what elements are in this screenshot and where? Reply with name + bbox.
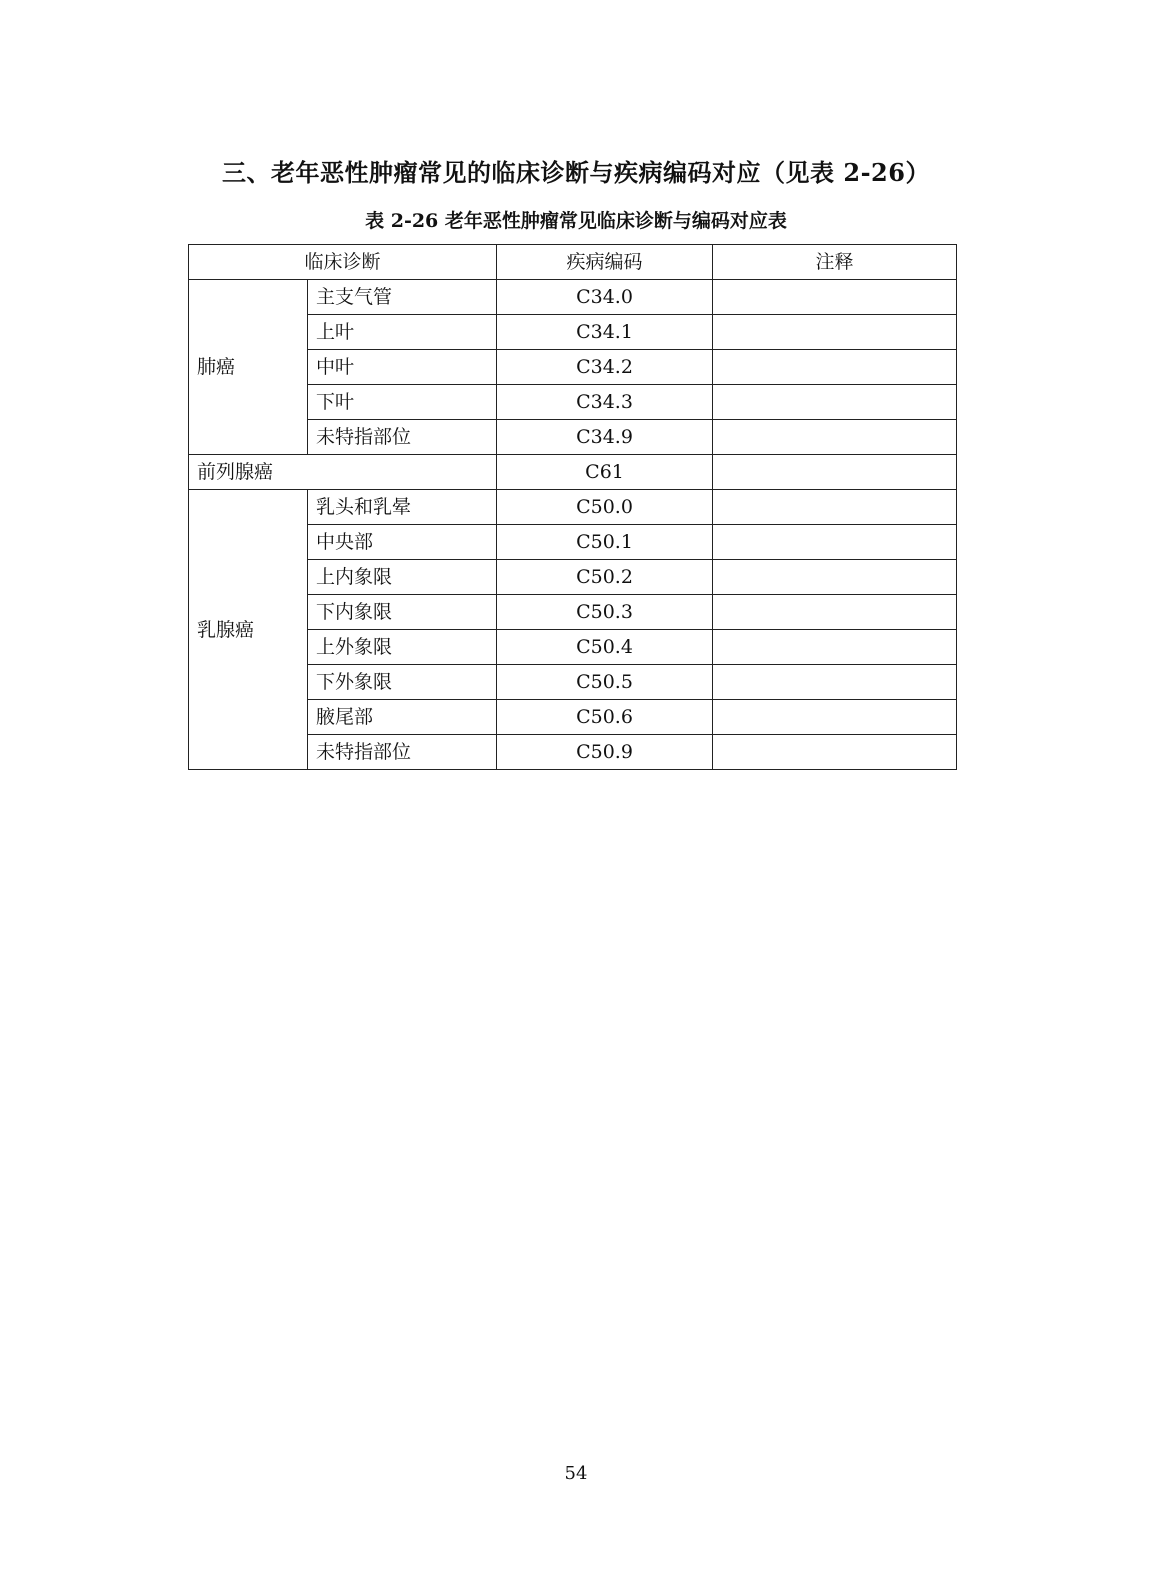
note-cell <box>713 455 957 490</box>
code-cell: C50.9 <box>497 735 713 770</box>
note-cell <box>713 700 957 735</box>
note-cell <box>713 735 957 770</box>
site-cell: 下内象限 <box>308 595 497 630</box>
note-cell <box>713 280 957 315</box>
site-cell: 上叶 <box>308 315 497 350</box>
diagnosis-cell: 肺癌 <box>189 280 308 455</box>
code-cell: C34.3 <box>497 385 713 420</box>
code-cell: C50.0 <box>497 490 713 525</box>
code-cell: C50.3 <box>497 595 713 630</box>
note-cell <box>713 385 957 420</box>
code-cell: C50.4 <box>497 630 713 665</box>
section-heading: 三、老年恶性肿瘤常见的临床诊断与疾病编码对应（见表 2-26） <box>222 158 930 187</box>
note-cell <box>713 595 957 630</box>
note-cell <box>713 420 957 455</box>
code-cell: C34.0 <box>497 280 713 315</box>
code-cell: C50.5 <box>497 665 713 700</box>
table-row <box>189 280 957 315</box>
site-cell: 下外象限 <box>308 665 497 700</box>
header-disease-code: 疾病编码 <box>497 245 713 280</box>
table-row <box>189 490 957 525</box>
site-cell: 下叶 <box>308 385 497 420</box>
code-cell: C50.1 <box>497 525 713 560</box>
site-cell: 未特指部位 <box>308 735 497 770</box>
site-cell: 中央部 <box>308 525 497 560</box>
site-cell: 未特指部位 <box>308 420 497 455</box>
site-cell: 腋尾部 <box>308 700 497 735</box>
note-cell <box>713 560 957 595</box>
site-cell: 主支气管 <box>308 280 497 315</box>
note-cell <box>713 630 957 665</box>
table-caption: 表 2-26 老年恶性肿瘤常见临床诊断与编码对应表 <box>365 210 787 232</box>
code-cell: C50.6 <box>497 700 713 735</box>
site-cell: 上外象限 <box>308 630 497 665</box>
code-cell: C34.9 <box>497 420 713 455</box>
table-header-row <box>189 245 957 280</box>
diagnosis-code-table <box>188 244 957 770</box>
note-cell <box>713 315 957 350</box>
note-cell <box>713 350 957 385</box>
site-cell: 中叶 <box>308 350 497 385</box>
site-cell: 乳头和乳晕 <box>308 490 497 525</box>
table-row <box>189 455 957 490</box>
page-number: 54 <box>564 1463 588 1484</box>
code-cell: C34.2 <box>497 350 713 385</box>
header-clinical-diagnosis: 临床诊断 <box>189 245 497 280</box>
note-cell <box>713 525 957 560</box>
header-notes: 注释 <box>713 245 957 280</box>
code-cell: C61 <box>497 455 713 490</box>
diagnosis-cell: 前列腺癌 <box>189 455 497 490</box>
site-cell: 上内象限 <box>308 560 497 595</box>
code-cell: C50.2 <box>497 560 713 595</box>
note-cell <box>713 490 957 525</box>
note-cell <box>713 665 957 700</box>
diagnosis-cell: 乳腺癌 <box>189 490 308 770</box>
code-cell: C34.1 <box>497 315 713 350</box>
